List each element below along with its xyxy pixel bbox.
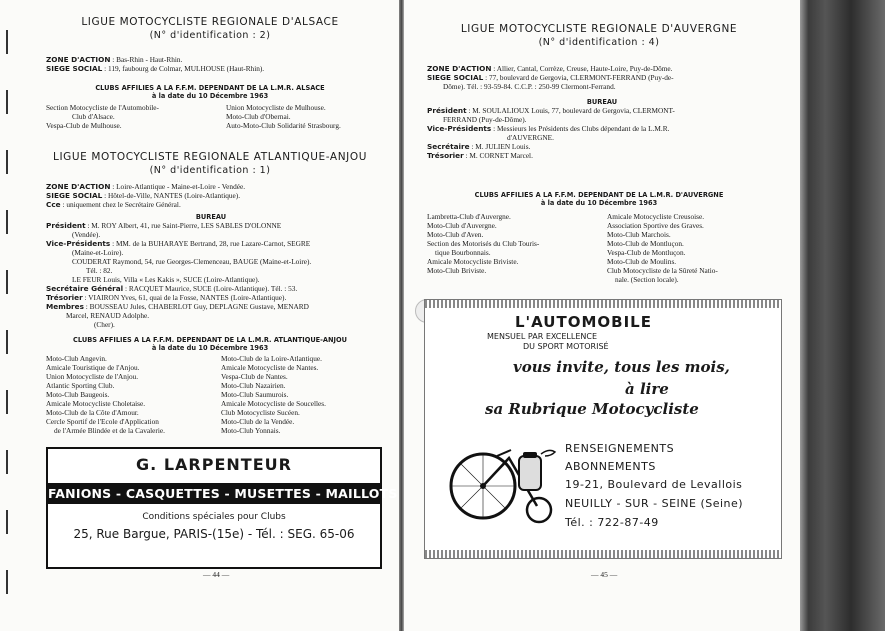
vp-cont: LE FEUR Louis, Villa « Les Kakis », SUCE (Loire-Atlantique). [72,275,260,284]
auvergne-info [427,64,787,160]
list-item: Moto-Club d'Auvergne. [427,221,497,230]
auvergne-clubs-date: à la date du 10 Décembre 1963 [540,199,658,207]
list-item: Amicale Motocycliste Creusoise. [607,212,705,221]
list-item: Moto-Club Nazairien. [221,381,286,390]
sec-text: : M. JULIEN Louis. [469,142,531,151]
vp-label: Vice-Présidents [427,124,492,133]
anjou-title: LIGUE MOTOCYCLISTE REGIONALE ATLANTIQUE-ANJOU [53,151,367,163]
anjou-ident: (N° d'identification : 1) [149,165,271,176]
list-item: Moto-Club d'Aven. [427,230,484,239]
binder-mark [6,90,8,114]
ad-tagline: MENSUEL PAR EXCELLENCE [487,332,598,341]
larpenteur-ad [46,447,398,569]
alsace-clubs-title: CLUBS AFFILIES A LA F.F.M. DEPENDANT DE LA L.M.R. ALSACE [95,84,325,92]
ad-brand: G. LARPENTEUR [136,455,292,474]
list-item: Union Motocycliste de Mulhouse. [226,103,326,112]
zone-text: : Bas-Rhin - Haut-Rhin. [110,55,183,64]
binder-mark [6,30,8,54]
membres-label: Membres [46,302,84,311]
sg-text: : RACQUET Maurice, SUCE (Loire-Atlantique). Tél. : 53. [123,284,298,293]
tres-label: Trésorier [427,151,464,160]
zone-text: : Loire-Atlantique - Maine-et-Loire - Vendée. [110,182,246,191]
list-item: Moto-Club Briviste. [427,266,487,275]
alsace-title: LIGUE MOTOCYCLISTE REGIONALE D'ALSACE [81,16,339,28]
scan-shadow [800,0,885,631]
tres-text: : M. CORNET Marcel. [463,151,533,160]
auvergne-clubs-list [427,212,787,284]
list-item: Amicale Motocycliste Briviste. [427,257,519,266]
list-item: Lambretta-Club d'Auvergne. [427,212,511,221]
president-cont: (Vendée). [72,230,101,239]
list-item: Amicale Motocycliste de Nantes. [221,363,319,372]
zone-label: ZONE D'ACTION [46,55,111,64]
cce-label: Cce [46,200,61,209]
ad-info-line: RENSEIGNEMENTS [565,442,675,455]
auvergne-clubs-title: CLUBS AFFILIES A LA F.F.M. DEPENDANT DE LA L.M.R. D'AUVERGNE [474,191,724,199]
ad-info-line: ABONNEMENTS [565,460,656,473]
siege-label: SIEGE SOCIAL [427,73,484,82]
list-item: Auto-Moto-Club Solidarité Strasbourg. [226,121,341,130]
list-item: Club d'Alsace. [72,112,115,121]
cce-text: : uniquement chez le Secrétaire Général. [60,200,181,209]
list-item: Association Sportive des Graves. [607,221,704,230]
binder-mark [6,330,8,354]
list-item: tique Bourbonnais. [435,248,491,257]
list-item: Club Motocycliste Sucéen. [221,408,300,417]
list-item: Atlantic Sporting Club. [46,381,115,390]
binder-mark [6,150,8,174]
list-item: Union Motocycliste de l'Anjou. [46,372,139,381]
vp-cont: d'AUVERGNE. [507,133,554,142]
ad-border [425,300,781,308]
anjou-section [30,150,390,178]
list-item: Section des Motorisés du Club Touris- [427,239,540,248]
vp-cont: (Maine-et-Loire). [72,248,124,257]
list-item: nale. (Section locale). [615,275,679,284]
list-item: Amicale Motocycliste Choletaise. [46,399,146,408]
binder-mark [6,510,8,534]
list-item: Moto-Club de Montluçon. [607,239,684,248]
list-item: Amicale Touristique de l'Anjou. [46,363,140,372]
tres-text: : VIAIRON Yves, 61, quai de la Fosse, NANTES (Loire-Atlantique). [82,293,287,302]
page-number: — 45 — [591,570,618,579]
binder-mark [6,570,8,594]
siege-label: SIEGE SOCIAL [46,191,103,200]
binder-mark [6,210,8,234]
page-number: — 44 — [203,570,230,579]
sg-label: Secrétaire Général [46,284,124,293]
binder-mark [6,270,8,294]
zone-text: : Allier, Cantal, Corrèze, Creuse, Haute-Loire, Puy-de-Dôme. [491,64,673,73]
siege-label: SIEGE SOCIAL [46,64,103,73]
president-label: Président [427,106,467,115]
siege-cont: Dôme). Tél. : 93-59-84. C.C.P. : 250-99 Clermont-Ferrand. [443,82,616,91]
auvergne-section [415,22,783,50]
tres-label: Trésorier [46,293,83,302]
auvergne-ident: (N° d'identification : 4) [538,37,660,48]
president-cont: FERRAND (Puy-de-Dôme). [443,115,527,124]
list-item: Moto-Club Baugeois. [46,390,110,399]
list-item: Vespa-Club de Montluçon. [607,248,686,257]
list-item: Cercle Sportif de l'Ecole d'Application [46,417,159,426]
list-item: Section Motocycliste de l'Automobile- [46,103,159,112]
list-item: de l'Armée Blindée et de la Cavalerie. [54,426,165,435]
president-text: : M. SOULALIOUX Louis, 77, boulevard de Gergovia, CLERMONT- [466,106,675,115]
alsace-info [46,55,264,73]
siege-text: : Hôtel-de-Ville, NANTES (Loire-Atlantique). [102,191,241,200]
membres-cont: Marcel, RENAUD Adolphe. [66,311,150,320]
ad-address: 25, Rue Bargue, PARIS-(15e) - Tél. : SEG. 65-06 [73,527,355,541]
vp-cont: COUDERAT Raymond, 54, rue Georges-Clemenceau, BAUGE (Maine-et-Loire). [72,257,312,266]
list-item: Vespa-Club de Mulhouse. [46,121,122,130]
ad-brand: L'AUTOMOBILE [515,313,652,331]
ad-info-line: Tél. : 722-87-49 [565,516,659,529]
list-item: Moto-Club Angevin. [46,354,107,363]
ad-border [425,550,781,558]
alsace-clubs-date: à la date du 10 Décembre 1963 [151,92,269,100]
president-text: : M. ROY Albert, 41, rue Saint-Pierre, LES SABLES D'OLONNE [85,221,282,230]
anjou-clubs-list [46,354,396,435]
auvergne-title: LIGUE MOTOCYCLISTE REGIONALE D'AUVERGNE [460,23,738,35]
list-item: Moto-Club Marchois. [607,230,671,239]
siege-text: : 119, faubourg de Colmar, MULHOUSE (Haut-Rhin). [102,64,265,73]
president-label: Président [46,221,86,230]
ad-info-line: 19-21, Boulevard de Levallois [565,478,743,491]
penny-farthing-icon [447,440,565,528]
list-item: Moto-Club d'Obernai. [226,112,291,121]
binder-mark [6,450,8,474]
vp-text: : MM. de la BUHARAYE Bertrand, 28, rue Lazare-Carnot, SEGRE [110,239,311,248]
list-item: Club Motocycliste de la Sûreté Natio- [607,266,718,275]
ad-tagline: DU SPORT MOTORISÉ [523,342,609,351]
ad-info-line: NEUILLY - SUR - SEINE (Seine) [565,497,744,510]
anjou-clubs-date: à la date du 10 Décembre 1963 [151,344,269,352]
vp-text: : Messieurs les Présidents des Clubs dépendant de la L.M.R. [491,124,670,133]
list-item: Moto-Club Yonnais. [221,426,281,435]
siege-text: : 77, boulevard de Gergovia, CLERMONT-FERRAND (Puy-de- [483,73,674,82]
automobile-ad [424,299,782,559]
bureau-heading: BUREAU [195,213,227,221]
anjou-info [46,182,406,329]
bureau-heading: BUREAU [586,98,618,106]
zone-label: ZONE D'ACTION [427,64,492,73]
vp-label: Vice-Présidents [46,239,111,248]
list-item: Amicale Motocycliste de Soucelles. [221,399,326,408]
ad-script-line: vous invite, tous les mois, [513,358,730,376]
alsace-ident: (N° d'identification : 2) [149,30,271,41]
alsace-clubs-list [46,103,406,130]
list-item: Moto-Club de Moulins. [607,257,677,266]
list-item: Moto-Club de la Loire-Atlantique. [221,354,322,363]
list-item: Moto-Club de la Côte d'Amour. [46,408,139,417]
list-item: Moto-Club Saumurois. [221,390,289,399]
membres-cont: (Cher). [94,320,115,329]
ad-script-line: à lire [625,380,669,398]
zone-label: ZONE D'ACTION [46,182,111,191]
ad-conditions: Conditions spéciales pour Clubs [142,512,286,522]
list-item: Vespa-Club de Nantes. [221,372,288,381]
membres-text: : BOUSSEAU Jules, CHABERLOT Guy, DEPLAGNE Gustave, MENARD [83,302,309,311]
sec-label: Secrétaire [427,142,470,151]
anjou-clubs-title: CLUBS AFFILIES A LA F.F.M. DEPENDANT DE LA L.M.R. ATLANTIQUE-ANJOU [73,336,347,344]
alsace-section [30,15,390,43]
ad-script-line: sa Rubrique Motocycliste [485,400,699,418]
list-item: Moto-Club de la Vendée. [221,417,295,426]
binder-mark [6,390,8,414]
ad-products-band: FANIONS - CASQUETTES - MUSETTES - MAILLOTS [48,483,380,504]
vp-cont: Tél. : 82. [86,266,113,275]
